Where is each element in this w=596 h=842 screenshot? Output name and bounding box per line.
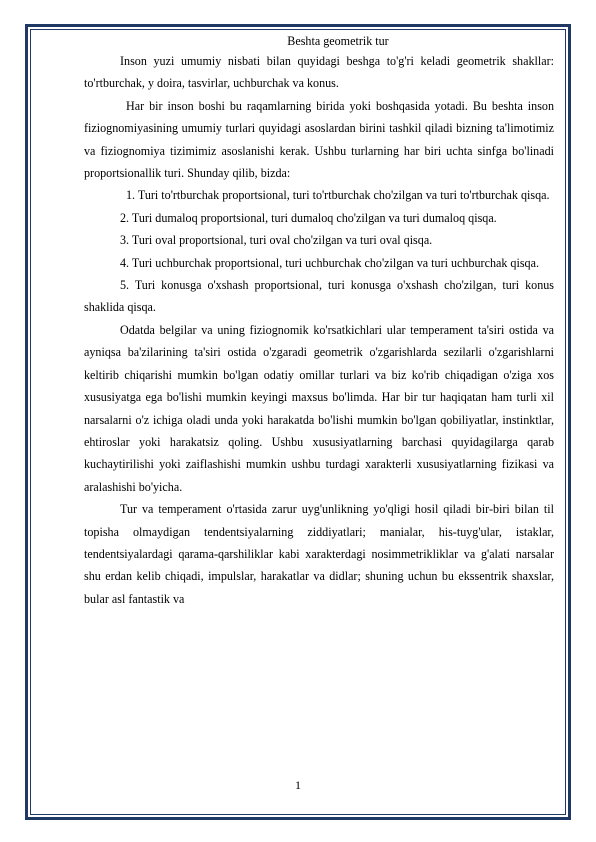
paragraph-head-types: Har bir inson boshi bu raqamlarning birida yoki boshqasida yotadi. Bu beshta inson fiziognomiyasining umumiy turlari quyidagi asoslardan birini tashkil qiladi bizning ta'limotimiz va fiziognomiya tizimimiz asoslanishi kerak. Ushbu turlarning har biri uchta sinfga bo'linadi proportsionallik turi. Shunday qilib, bizda: <box>84 98 554 181</box>
list-item-triangle: 4. Turi uchburchak proportsional, turi uchburchak cho'zilgan va turi uchburchak qisqa. <box>120 255 539 270</box>
paragraph-temperament: Odatda belgilar va uning fiziognomik ko'rsatkichlari ular temperament ta'siri ostida va ayniqsa ba'zilarining ta'siri ostida o'zgaradi geometrik o'zgarishlarda sezilarli o'zgarishlarni keltirib chiqarishi mumkin bo'lgan odatiy omillar turlari va biz ko'rib chiqadigan o'ziga xos xususiyatga ega bo'lishi mumkin keyingi maxsus bo'limda. Har bir tur haqiqatan ham turli xil narsalarni o'z ichiga oladi unda yoki harakatda bo'lishi mumkin bo'lgan qobiliyatlar, instinktlar, ehtiroslar yoki harakatsiz qoling. Ushbu xususiyatlarning barchasi quyidagilarga qarab kuchaytirilishi yoki zaiflashishi mumkin ushbu turdagi xarakterli xususiyatlarning fizikasi va aralashishi bo'yicha. <box>84 322 554 494</box>
list-item-oval: 3. Turi oval proportsional, turi oval cho'zilgan va turi oval qisqa. <box>120 233 433 248</box>
paragraph-harmony: Tur va temperament o'rtasida zarur uyg'unlikning yo'qligi hosil qiladi bir-biri bilan til topisha olmaydigan tendentsiyalarning ziddiyatlari; manialar, his-tuyg'ular, istaklar, tendentsiyalardagi qarama-qarshiliklar kabi xarakterdagi nosimmetrikliklar va g'alati narsalar shu erdan kelib chiqadi, impulslar, harakatlar va didlar; shuning uchun bu ekssentrik shaxslar, bular asl fantastik va <box>84 502 554 606</box>
page-number: 1 <box>295 778 301 792</box>
list-item-cone: 5. Turi konusga o'xshash proportsional, turi konusga o'xshash cho'zilgan, turi konus shaklida qisqa. <box>84 278 554 315</box>
document-title: Beshta geometrik tur <box>287 34 389 48</box>
list-item-round: 2. Turi dumaloq proportsional, turi dumaloq cho'zilgan va turi dumaloq qisqa. <box>120 210 497 225</box>
document-body <box>84 28 554 610</box>
list-item-square: 1. Turi to'rtburchak proportsional, turi to'rtburchak cho'zilgan va turi to'rtburchak qisqa. <box>126 188 550 203</box>
paragraph-intro: Inson yuzi umumiy nisbati bilan quyidagi beshga to'g'ri keladi geometrik shakllar: to'rtburchak, y doira, tasvirlar, uchburchak va konus. <box>84 54 554 91</box>
